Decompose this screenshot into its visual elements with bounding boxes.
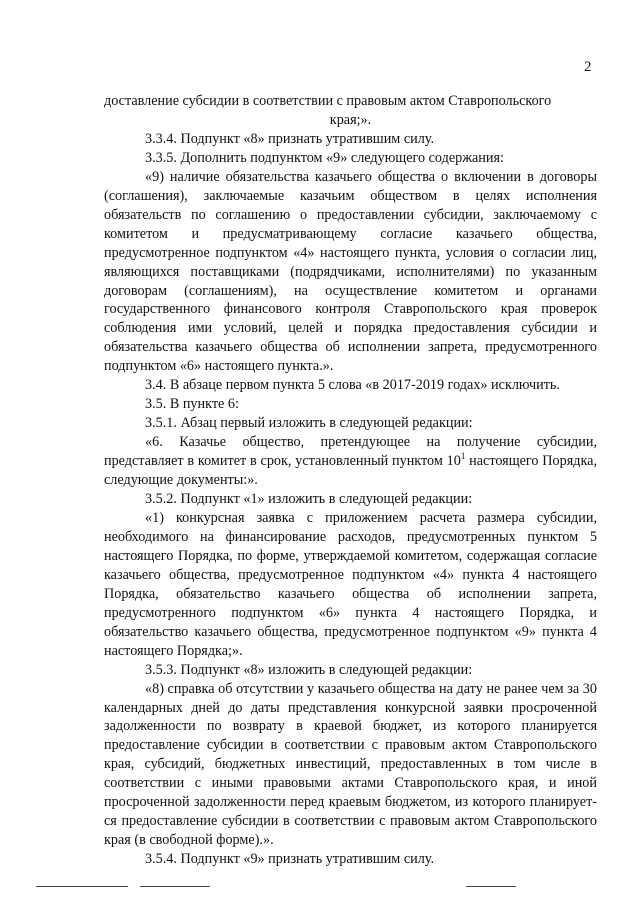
- paragraph-3-3-5: 3.3.5. Дополнить подпунктом «9» следующего содержания:: [145, 149, 504, 166]
- superscript-one: 1: [460, 451, 466, 462]
- paragraph-3-5-1: 3.5.1. Абзац первый изложить в следующей редакции:: [145, 415, 473, 432]
- page-number: 2: [584, 59, 592, 75]
- document-body: [104, 92, 597, 869]
- paragraph-continuation-end: края;».: [329, 111, 372, 128]
- footer-rule-right: [466, 886, 516, 887]
- paragraph-continuation: доставление субсидии в соответствии с правовым актом Ставропольского: [104, 93, 552, 109]
- paragraph-3-5-3: 3.5.3. Подпункт «8» изложить в следующей редакции:: [145, 661, 473, 678]
- paragraph-3-4: 3.4. В абзаце первом пункта 5 слова «в 2017-2019 годах» исключить.: [145, 377, 560, 394]
- footer-rule-left: [36, 886, 128, 887]
- paragraph-3-5: 3.5. В пункте 6:: [145, 396, 239, 413]
- paragraph-point-6-text: «6. Казачье общество, претендующее на получение субсидии, представляет в комитет в срок, установленный пунктом 10: [104, 434, 597, 470]
- paragraph-3-5-2: 3.5.2. Подпункт «1» изложить в следующей редакции:: [145, 491, 473, 508]
- paragraph-3-3-4: 3.3.4. Подпункт «8» признать утратившим силу.: [145, 130, 435, 147]
- paragraph-point-6: [104, 433, 597, 490]
- paragraph-subpoint-1: «1) конкурсная заявка с приложением расчета размера субсидии, необходимого на финансирование расходов, предусмотренных пунктом 5 настоящего Порядка, по форме, утверждаемой комитетом, содержащая согласие казачьего общества, предусмотренное подпунктом «4» пункта 4 настоящего Порядка, обязательство казачьего общества об исполнении запрета, предусмотренного подпунктом «6» пункта 4 настоящего Порядка, и обязательство казачьего общества, предусмотренное подпунктом «9» пункта 4 настоящего Порядка;».: [104, 509, 597, 659]
- paragraph-subpoint-8: «8) справка об отсутствии у казачьего общества на дату не ранее чем за 30 календарных дней до даты представления конкурсной заявки просроченной задолженности по возврату в краевой бюджет, из которого планируется предоставление субсидии в соответствии с правовым актом Ставропольского края, субсидий, бюджетных инвестиций, предоставленных в том числе в соответствии с иными правовыми актами Ставропольского края, и иной просроченной задолженности перед краевым бюджетом, из которого планирует-ся предоставление субсидии в соответствии с правовым актом Ставропольского края (в свободной форме).».: [104, 680, 597, 849]
- paragraph-point-6-text-end: настоящего Порядка, следующие документы:».: [104, 453, 597, 489]
- paragraph-3-5-4: 3.5.4. Подпункт «9» признать утратившим силу.: [145, 851, 435, 868]
- paragraph-subpoint-9: «9) наличие обязательства казачьего общества о включении в договоры (соглашения), заключаемые казачьим обществом в целях исполнения обязательств по соглашению о предоставлении субсидии, заключаемому с комитетом и предусматривающему согласие казачьего общества, предусмотренное подпунктом «4» настоящего пункта, условия о согласии лиц, являющихся поставщиками (подрядчиками, исполнителями) по указанным договорам (соглашениям), на осуществление комитетом и органами государственного финансового контроля Ставропольского края проверок соблюдения ими условий, целей и порядка предоставления субсидии и обязательства казачьего общества об исполнении запрета, предусмотренного подпунктом «6» настоящего пункта.».: [104, 168, 597, 375]
- footer-rule-middle: [140, 886, 210, 887]
